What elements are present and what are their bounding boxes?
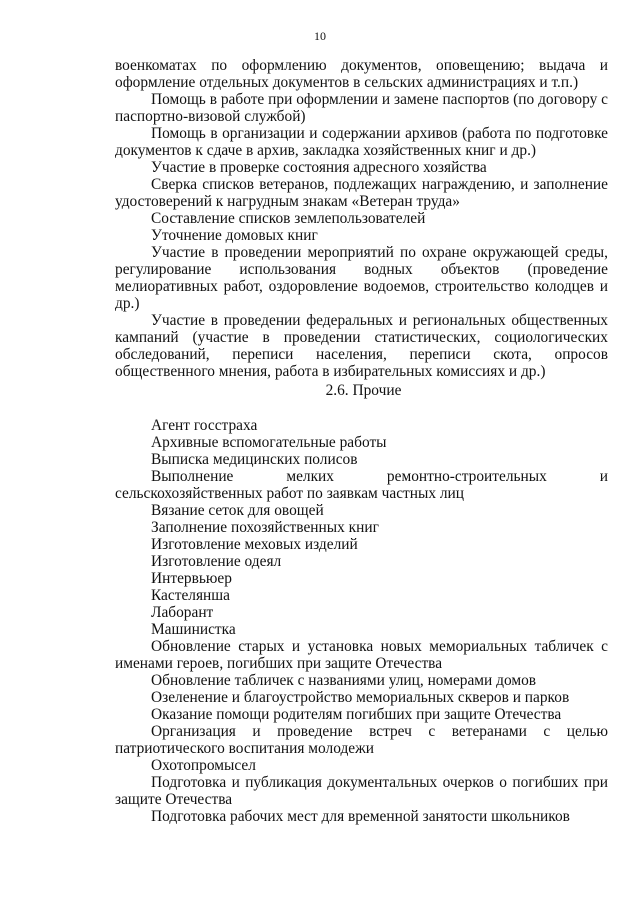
list-item: Организация и проведение встреч с ветеранами с целью патриотического воспитания молодежи <box>115 723 608 757</box>
paragraph: Участие в проведении федеральных и региональных общественных кампаний (участие в проведении статистических, социологических обследований, переписи населения, переписи скота, опросов общественного мнения, работа в избирательных комиссиях и др.) <box>115 312 608 380</box>
list-item: Лаборант <box>151 604 214 621</box>
list-item: Заполнение похозяйственных книг <box>151 519 379 536</box>
page-number: 10 <box>314 29 326 43</box>
paragraph: Уточнение домовых книг <box>151 227 318 244</box>
list-item: Машинистка <box>151 621 236 638</box>
paragraph: Участие в проведении мероприятий по охране окружающей среды, регулирование использования водных объектов (проведение мелиоративных работ, оздоровление водоемов, строительство колодцев и др.) <box>115 244 608 312</box>
list-item: Выполнение мелких ремонтно-строительных и сельскохозяйственных работ по заявкам частных лиц <box>115 468 608 502</box>
list-item: Агент госстраха <box>151 417 258 434</box>
list-item: Озеленение и благоустройство мемориальных скверов и парков <box>151 689 570 706</box>
section-heading: 2.6. Прочие <box>325 382 402 399</box>
list-item: Интервьюер <box>151 570 232 587</box>
list-item: Изготовление меховых изделий <box>151 536 358 553</box>
other-items-list <box>115 417 608 825</box>
paragraph: Помощь в работе при оформлении и замене паспортов (по договору с паспортно-визовой службой) <box>115 91 608 125</box>
list-item: Архивные вспомогательные работы <box>151 434 387 451</box>
paragraph: Участие в проверке состояния адресного хозяйства <box>151 159 487 176</box>
paragraph: Помощь в организации и содержании архивов (работа по подготовке документов к сдаче в архив, закладка хозяйственных книг и др.) <box>115 125 608 159</box>
top-paragraphs <box>115 57 608 380</box>
list-item: Охотопромысел <box>151 757 256 774</box>
list-item: Подготовка рабочих мест для временной занятости школьников <box>151 808 570 825</box>
paragraph: военкоматах по оформлению документов, оповещению; выдача и оформление отдельных документов в сельских администрациях и т.п.) <box>115 57 608 91</box>
list-item: Подготовка и публикация документальных очерков о погибших при защите Отечества <box>115 774 608 808</box>
list-item: Изготовление одеял <box>151 553 282 570</box>
list-item: Кастелянша <box>151 587 230 604</box>
list-item: Вязание сеток для овощей <box>151 502 324 519</box>
list-item: Обновление табличек с названиями улиц, номерами домов <box>151 672 537 689</box>
paragraph: Сверка списков ветеранов, подлежащих награждению, и заполнение удостоверений к нагрудным знакам «Ветеран труда» <box>115 176 608 210</box>
list-item: Выписка медицинских полисов <box>151 451 358 468</box>
list-item: Обновление старых и установка новых мемориальных табличек с именами героев, погибших при защите Отечества <box>115 638 608 672</box>
list-item: Оказание помощи родителям погибших при защите Отечества <box>151 706 562 723</box>
paragraph: Составление списков землепользователей <box>151 210 426 227</box>
